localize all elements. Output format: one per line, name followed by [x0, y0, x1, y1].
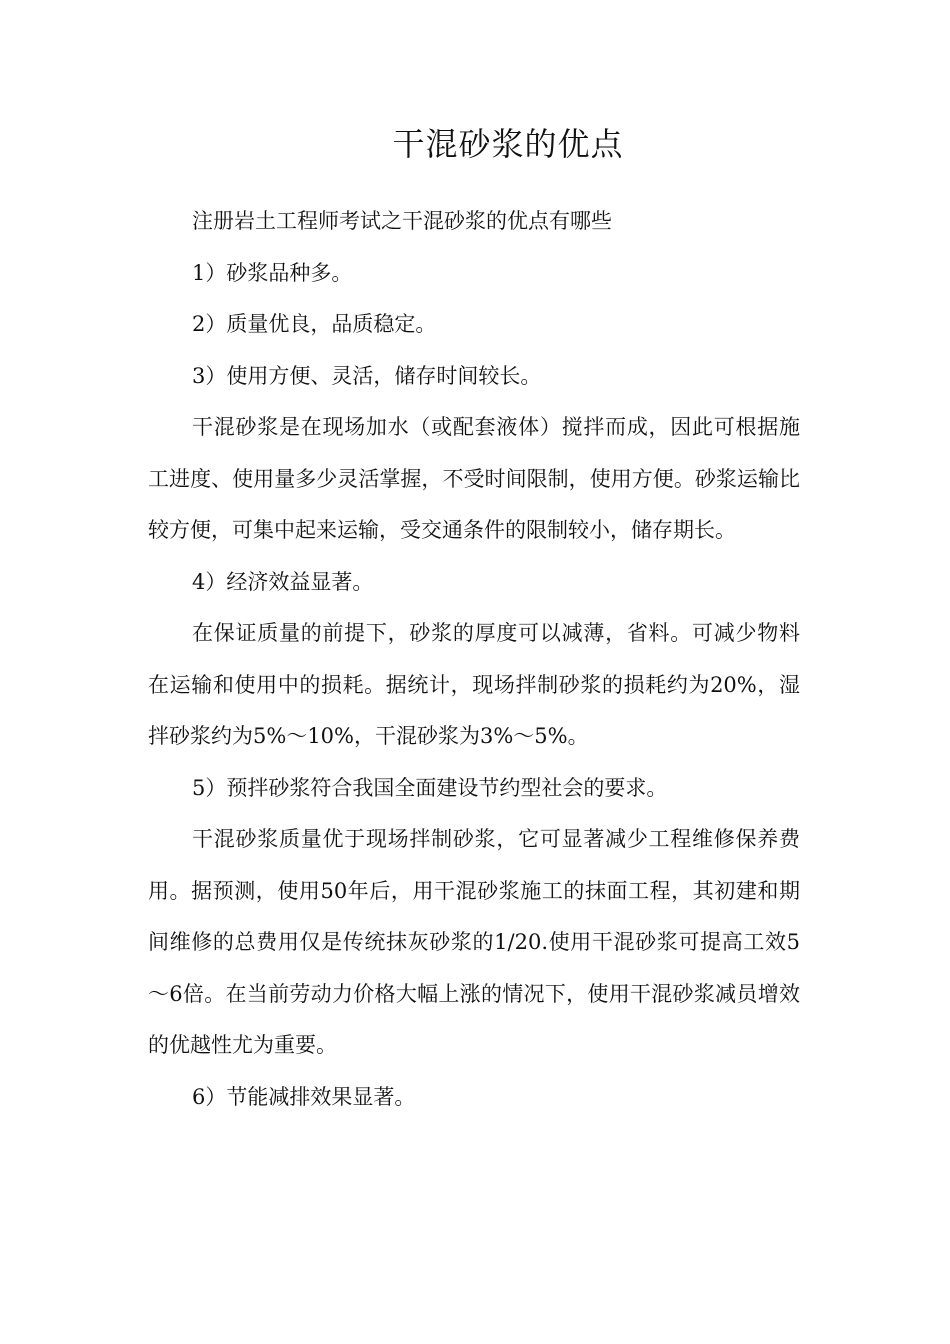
- point-3-body: 干混砂浆是在现场加水（或配套液体）搅拌而成，因此可根据施工进度、使用量多少灵活掌握，不受时间限制，使用方便。砂浆运输比较方便，可集中起来运输，受交通条件的限制较小，储存期长。: [148, 415, 800, 542]
- point-4-heading: 4）经济效益显著。: [192, 569, 374, 594]
- point-6-heading: 6）节能减排效果显著。: [192, 1084, 416, 1109]
- point-4-body: 在保证质量的前提下，砂浆的厚度可以减薄，省料。可减少物料在运输和使用中的损耗。据统计，现场拌制砂浆的损耗约为20%，湿拌砂浆约为5%～10%，干混砂浆为3%～5%。: [148, 621, 800, 748]
- document-body: [148, 196, 800, 1123]
- point-2-heading: 2）质量优良，品质稳定。: [192, 312, 437, 336]
- point-5-body: 干混砂浆质量优于现场拌制砂浆，它可显著减少工程维修保养费用。据预测，使用50年后，用干混砂浆施工的抹面工程，其初建和期间维修的总费用仅是传统抹灰砂浆的1/20.使用干混砂浆可提高工效5～6倍。在当前劳动力价格大幅上涨的情况下，使用干混砂浆减员增效的优越性尤为重要。: [148, 827, 800, 1057]
- document-title: 干混砂浆的优点: [392, 125, 624, 163]
- point-1-heading: 1）砂浆品种多。: [192, 260, 353, 285]
- point-3-heading: 3）使用方便、灵活，储存时间较长。: [192, 363, 542, 388]
- intro-paragraph: 注册岩土工程师考试之干混砂浆的优点有哪些: [192, 209, 612, 233]
- point-5-heading: 5）预拌砂浆符合我国全面建设节约型社会的要求。: [192, 775, 668, 800]
